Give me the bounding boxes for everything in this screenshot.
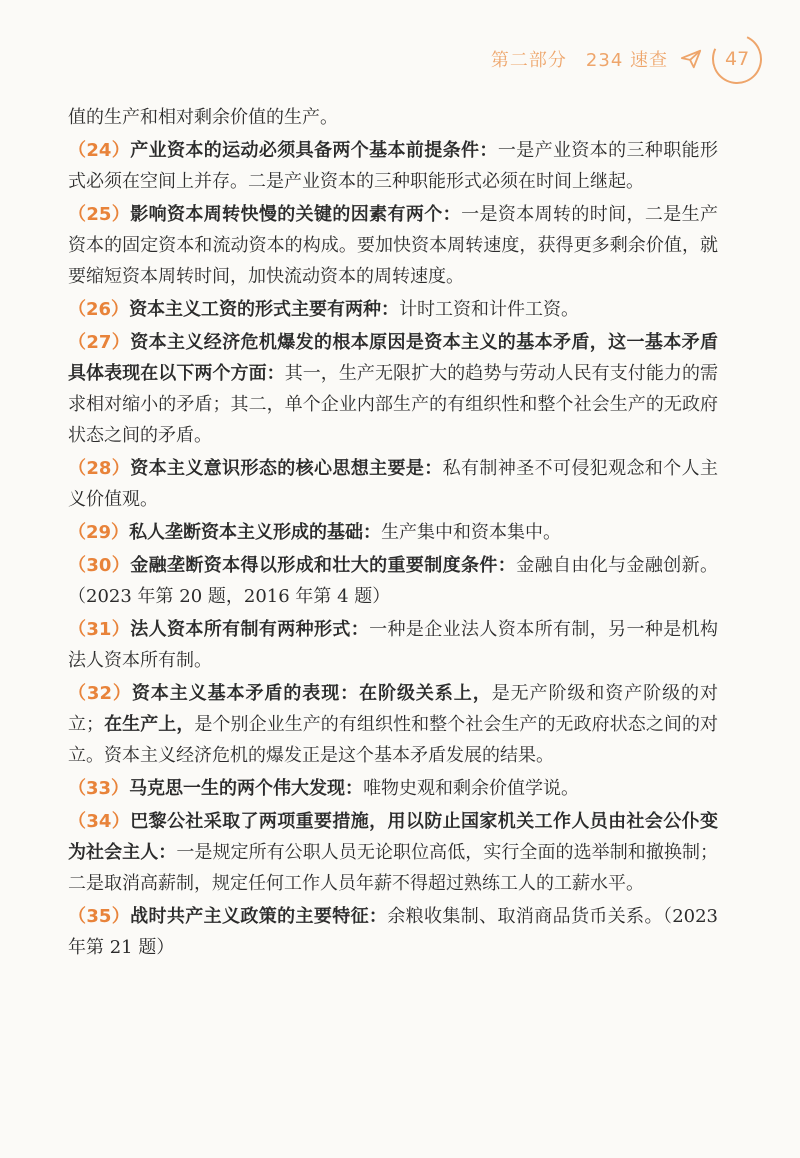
item-number: （34） — [68, 811, 131, 832]
item-heading: 资本主义经济危机爆发的根本原因是资本主义的基本矛盾，这一基本矛盾具体表现在以下两个方面： — [68, 332, 718, 384]
item-33 — [68, 773, 718, 804]
item-29 — [68, 517, 718, 548]
item-number: （32） — [68, 683, 132, 704]
item-text: 一是资本周转的时间，二是生产资本的固定资本和流动资本的构成。要加快资本周转速度，获得更多剩余价值，就要缩短资本周转时间，加快流动资本的周转速度。 — [68, 204, 719, 287]
item-34 — [68, 806, 718, 899]
item-heading: 法人资本所有制有两种形式： — [130, 619, 370, 640]
item-heading: 在生产上， — [104, 714, 195, 735]
item-heading: 资本主义工资的形式主要有两种： — [129, 299, 400, 320]
item-number: （27） — [68, 332, 131, 353]
item-35 — [68, 901, 718, 963]
item-number: （31） — [68, 619, 131, 640]
item-24 — [68, 135, 718, 197]
item-cont — [68, 102, 718, 133]
item-number: （29） — [68, 522, 130, 543]
item-heading: 资本主义意识形态的核心思想主要是： — [130, 458, 443, 479]
item-32 — [68, 678, 718, 771]
item-text: 是无产阶级和资产阶级的对立； — [68, 683, 718, 735]
section-title: 第二部分 234 速查 — [490, 50, 668, 71]
item-heading: 影响资本周转快慢的关键的因素有两个： — [130, 204, 462, 225]
item-heading: 产业资本的运动必须具备两个基本前提条件： — [130, 140, 498, 161]
item-number: （24） — [68, 140, 131, 161]
page-number-badge — [705, 27, 769, 91]
item-heading: 金融垄断资本得以形成和壮大的重要制度条件： — [130, 555, 517, 576]
item-number: （30） — [68, 555, 131, 576]
item-text: 计时工资和计件工资。 — [399, 299, 580, 320]
item-text: 私有制神圣不可侵犯观念和个人主义价值观。 — [68, 458, 718, 510]
item-text: 值的生产和相对剩余价值的生产。 — [68, 107, 338, 128]
item-31 — [68, 614, 718, 676]
item-number: （25） — [68, 204, 131, 225]
item-number: （28） — [68, 458, 131, 479]
page-body — [68, 102, 718, 965]
page-number: 47 — [724, 48, 750, 70]
page-header — [491, 34, 762, 84]
item-number: （33） — [68, 778, 130, 799]
item-text: 金融自由化与金融创新。（2023 年第 20 题，2016 年第 4 题） — [68, 555, 719, 607]
item-28 — [68, 453, 718, 515]
item-text: 是个别企业生产的有组织性和整个社会生产的无政府状态之间的对立。资本主义经济危机的爆发正是这个基本矛盾发展的结果。 — [68, 714, 719, 766]
item-text: 一是规定所有公职人员无论职位高低，实行全面的选举制和撤换制；二是取消高薪制，规定任何工作人员年薪不得超过熟练工人的工薪水平。 — [68, 842, 718, 894]
item-30 — [68, 550, 718, 612]
item-25 — [68, 199, 718, 292]
item-heading: 私人垄断资本主义形成的基础： — [129, 522, 382, 543]
item-text: 生产集中和资本集中。 — [381, 522, 562, 543]
item-heading: 战时共产主义政策的主要特征： — [130, 906, 388, 927]
item-26 — [68, 294, 718, 325]
item-text: 唯物史观和剩余价值学说。 — [363, 778, 580, 799]
item-text: 其一，生产无限扩大的趋势与劳动人民有支付能力的需求相对缩小的矛盾；其二，单个企业内部生产的有组织性和整个社会生产的无政府状态之间的矛盾。 — [68, 363, 718, 446]
item-heading: 资本主义基本矛盾的表现：在阶级关系上， — [131, 683, 492, 704]
item-text: 余粮收集制、取消商品货币关系。（2023 年第 21 题） — [68, 906, 718, 958]
item-text: 一种是企业法人资本所有制，另一种是机构法人资本所有制。 — [68, 619, 719, 671]
item-heading: 巴黎公社采取了两项重要措施，用以防止国家机关工作人员由社会公仆变为社会主人： — [68, 811, 718, 863]
item-27 — [68, 327, 718, 451]
item-number: （35） — [68, 906, 131, 927]
item-heading: 马克思一生的两个伟大发现： — [129, 778, 364, 799]
item-number: （26） — [68, 299, 130, 320]
paper-plane-icon — [680, 48, 702, 70]
item-text: 一是产业资本的三种职能形式必须在空间上并存。二是产业资本的三种职能形式必须在时间上继起。 — [68, 140, 718, 192]
